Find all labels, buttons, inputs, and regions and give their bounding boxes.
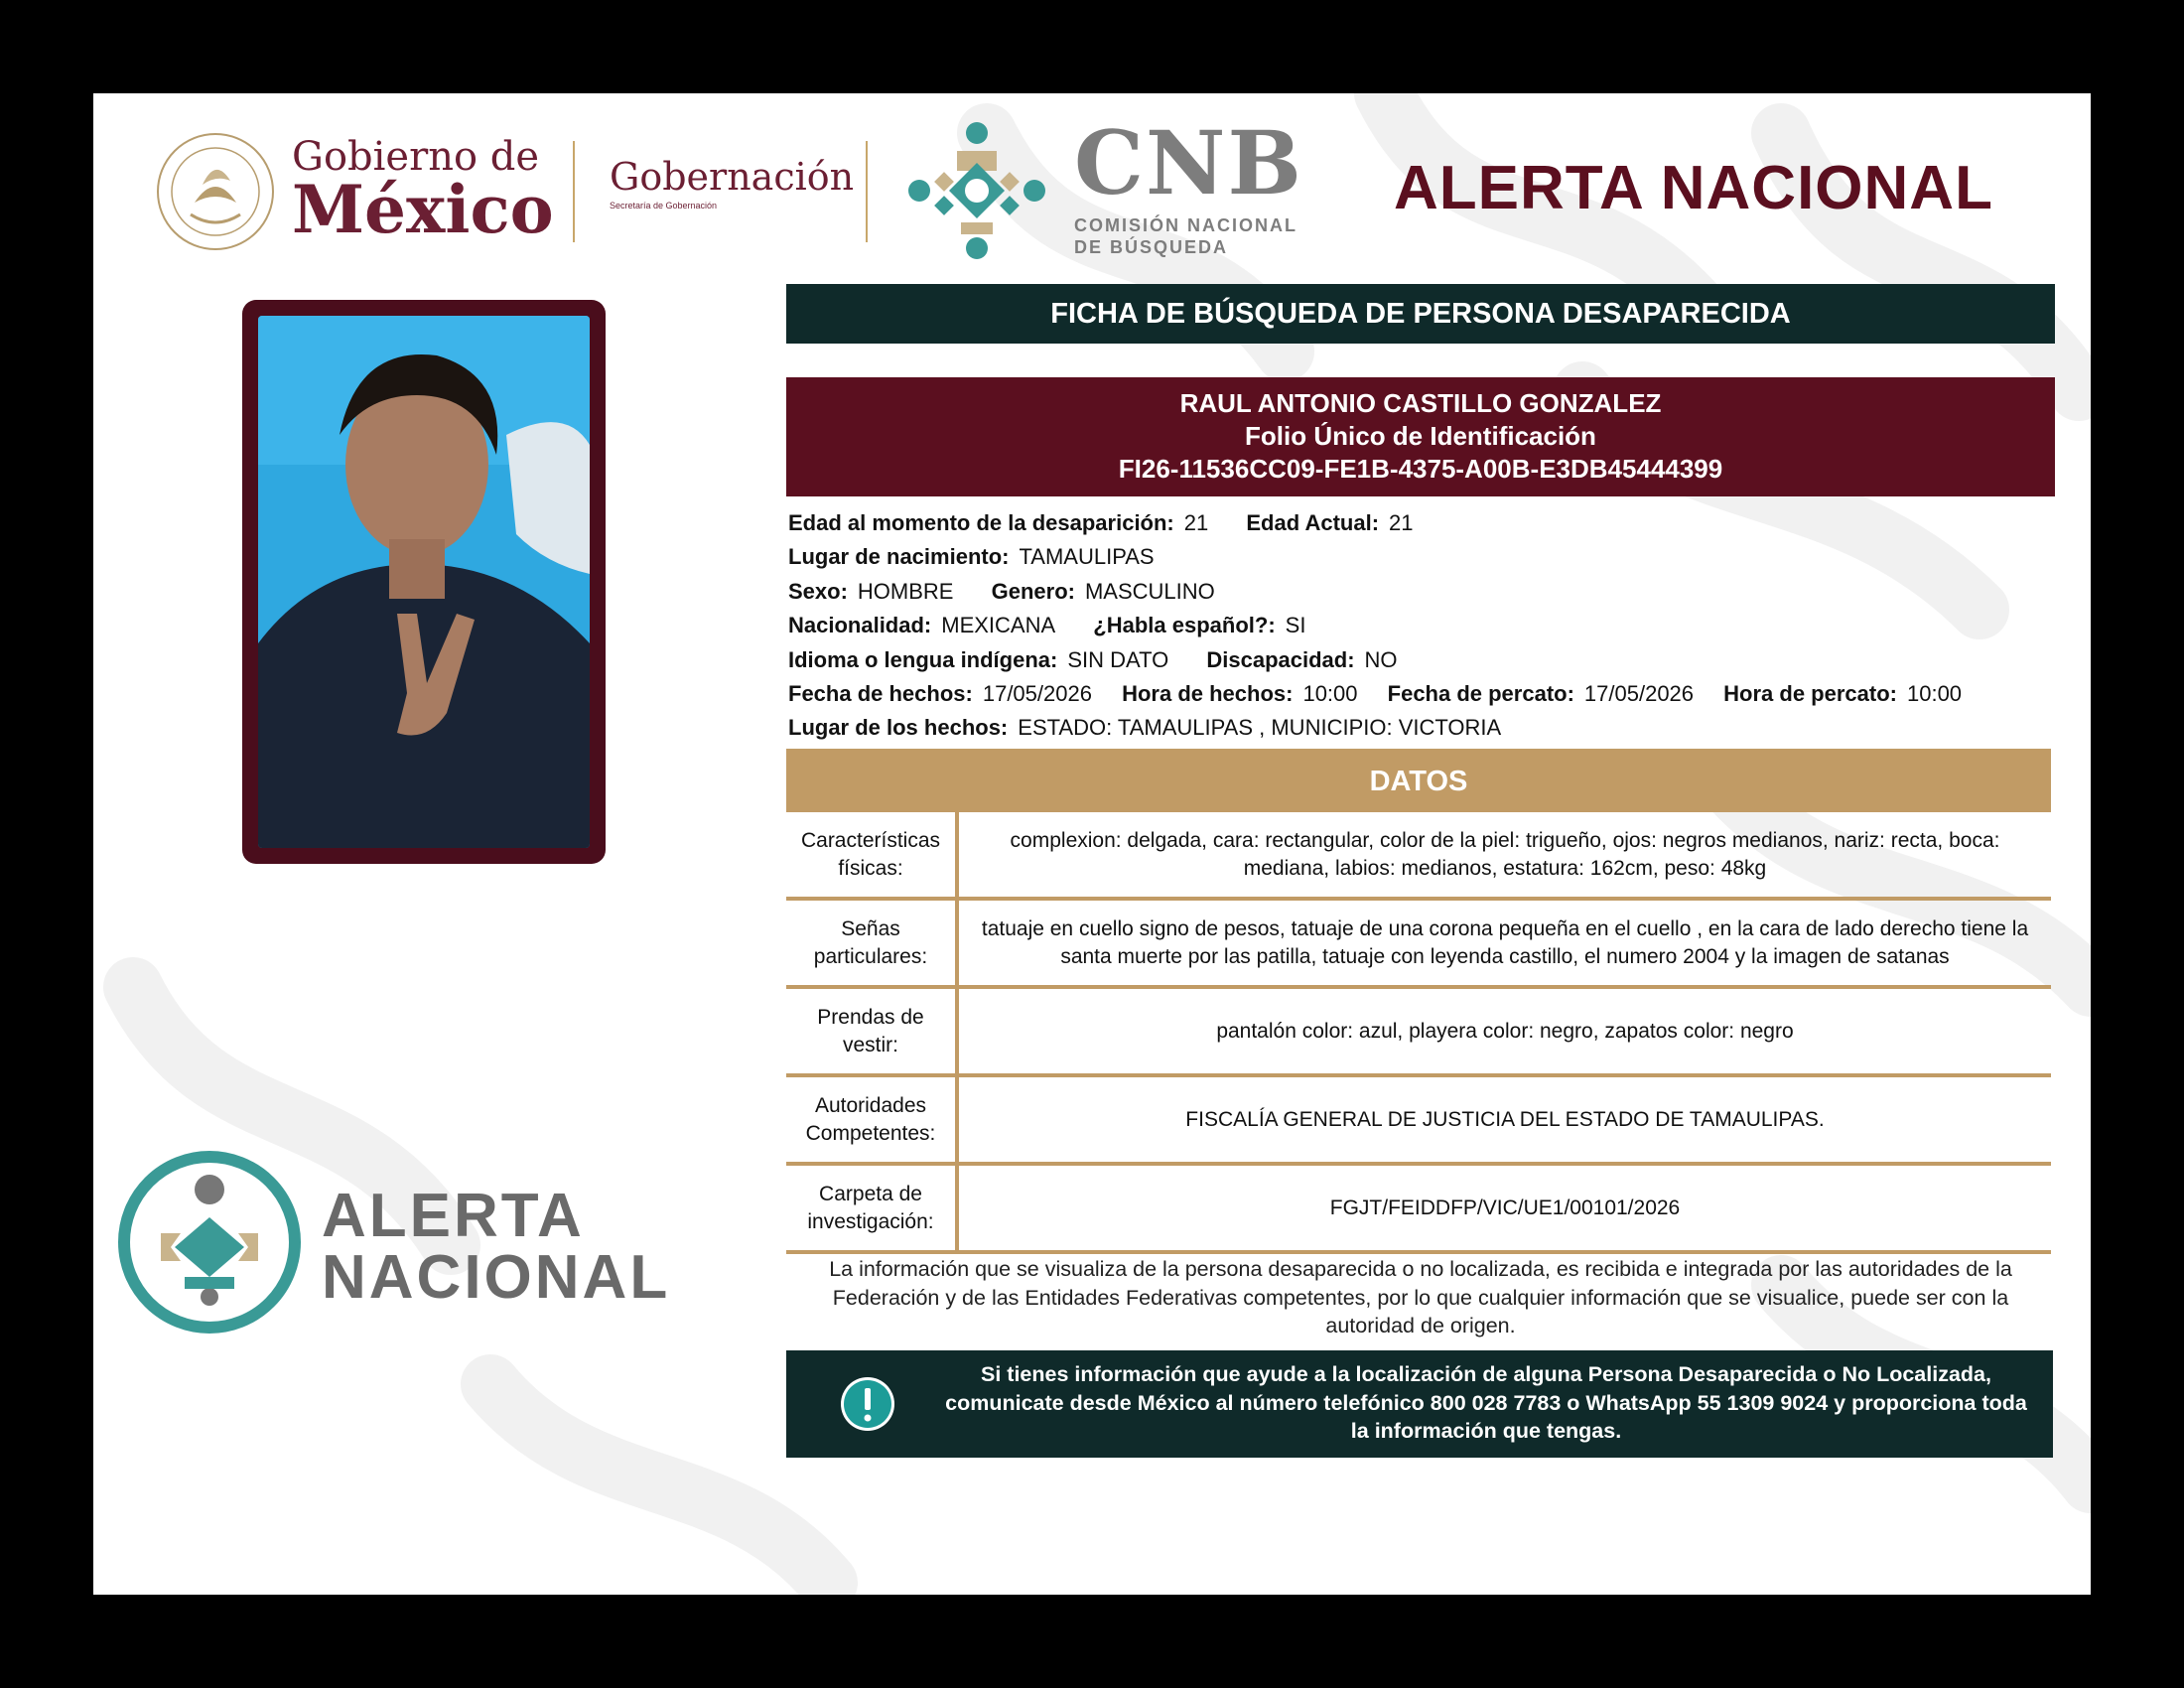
lugar-nacimiento-value: TAMAULIPAS — [1019, 544, 1155, 570]
edad-actual-value: 21 — [1389, 510, 1414, 535]
header-divider — [866, 141, 868, 242]
info-row — [788, 643, 2059, 677]
contact-bar — [786, 1350, 2053, 1458]
lugar-hechos-label: Lugar de los hechos: — [788, 715, 1009, 741]
discapacidad-label: Discapacidad: — [1206, 646, 1355, 672]
datos-value-senas: tatuaje en cuello signo de pesos, tatuaje de una corona pequeña en el cuello , en la cara de lado derecho tiene la santa muerte por las patilla, tatuaje con leyenda castillo, el numero 2004 y la imagen de satanas — [957, 899, 2051, 987]
nacionalidad-label: Nacionalidad: — [788, 613, 932, 638]
folio-number: FI26-11536CC09-FE1B-4375-A00B-E3DB45444399 — [1118, 454, 1723, 484]
alert-sheet — [93, 93, 2091, 1595]
table-row — [786, 1075, 2051, 1164]
cnb-logo-text — [1074, 111, 1303, 258]
nacionalidad-value: MEXICANA — [941, 613, 1056, 638]
disclaimer-text: La información que se visualiza de la persona desaparecida o no localizada, es recibida e integrada por las autoridades de la Federación y de las Entidades Federativas competentes, por lo que cualquier información que se visualice, puede ser con la autoridad de origen. — [829, 1257, 2012, 1337]
edad-desaparicion-value: 21 — [1183, 510, 1209, 535]
header-divider — [573, 141, 575, 242]
cnb-subtitle-line2: DE BÚSQUEDA — [1074, 237, 1229, 257]
gobierno-line2: México — [292, 171, 554, 248]
fecha-hechos-label: Fecha de hechos: — [788, 681, 973, 707]
fecha-percato-label: Fecha de percato: — [1387, 681, 1574, 707]
person-name-bar — [786, 377, 2055, 496]
table-row — [786, 812, 2051, 899]
info-row — [788, 711, 2059, 745]
sexo-value: HOMBRE — [857, 578, 954, 604]
cnb-emblem-icon — [897, 111, 1056, 270]
table-row — [786, 899, 2051, 987]
datos-label-prendas: Prendas de vestir: — [786, 987, 957, 1075]
datos-label-caracteristicas: Características físicas: — [786, 812, 957, 899]
photo-frame — [242, 300, 606, 864]
edad-desaparicion-label: Edad al momento de la desaparición: — [788, 510, 1174, 535]
alerta-nacional-emblem-icon — [115, 1148, 304, 1336]
missing-person-photo — [258, 316, 590, 848]
habla-espanol-value: SI — [1285, 613, 1306, 638]
alert-title: ALERTA NACIONAL — [1394, 154, 1993, 222]
discapacidad-value: NO — [1364, 646, 1398, 672]
gobierno-de-mexico-logo — [292, 134, 554, 248]
info-row — [788, 677, 2059, 711]
gobernacion-title: Gobernación — [610, 155, 855, 199]
alerta-logo-line2: NACIONAL — [322, 1243, 671, 1312]
datos-value-carpeta: FGJT/FEIDDFP/VIC/UE1/00101/2026 — [957, 1164, 2051, 1252]
contact-text: Si tienes información que ayude a la localización de alguna Persona Desaparecida o No Localizada, comunicate desde México al número telefónico 800 028 7783 o WhatsApp 55 1309 9024 y proporciona toda la información que tengas. — [945, 1362, 2027, 1443]
idioma-label: Idioma o lengua indígena: — [788, 646, 1058, 672]
habla-espanol-label: ¿Habla español?: — [1093, 613, 1276, 638]
alerta-nacional-logo-text — [322, 1182, 671, 1312]
table-row — [786, 987, 2051, 1075]
folio-label: Folio Único de Identificación — [1245, 421, 1596, 451]
hora-hechos-label: Hora de hechos: — [1122, 681, 1294, 707]
datos-table — [786, 812, 2051, 1254]
exclamation-icon — [840, 1376, 895, 1432]
datos-value-prendas: pantalón color: azul, playera color: negro, zapatos color: negro — [957, 987, 2051, 1075]
lugar-nacimiento-label: Lugar de nacimiento: — [788, 544, 1010, 570]
lugar-hechos-value: ESTADO: TAMAULIPAS , MUNICIPIO: VICTORIA — [1018, 715, 1502, 741]
gobierno-line1: Gobierno de — [292, 134, 540, 180]
fecha-hechos-value: 17/05/2026 — [982, 681, 1092, 707]
datos-value-autoridades: FISCALÍA GENERAL DE JUSTICIA DEL ESTADO DE TAMAULIPAS. — [957, 1075, 2051, 1164]
fecha-percato-value: 17/05/2026 — [1583, 681, 1695, 707]
sexo-label: Sexo: — [788, 578, 848, 604]
table-row — [786, 1164, 2051, 1252]
datos-label-autoridades: Autoridades Competentes: — [786, 1075, 957, 1164]
hora-hechos-value: 10:00 — [1302, 681, 1358, 707]
ficha-title-bar: FICHA DE BÚSQUEDA DE PERSONA DESAPARECIDA — [786, 284, 2055, 344]
coat-of-arms-seal-icon — [155, 131, 276, 252]
gobernacion-logo — [610, 155, 854, 211]
alerta-logo-line1: ALERTA — [322, 1182, 585, 1250]
hora-percato-value: 10:00 — [1906, 681, 1963, 707]
cnb-acronym: CNB — [1074, 111, 1303, 214]
datos-title-bar: DATOS — [786, 749, 2051, 812]
genero-label: Genero: — [991, 578, 1075, 604]
person-info — [788, 506, 2059, 746]
cnb-subtitle-line1: COMISIÓN NACIONAL — [1074, 215, 1297, 235]
datos-label-senas: Señas particulares: — [786, 899, 957, 987]
genero-value: MASCULINO — [1084, 578, 1215, 604]
gobernacion-subtitle: Secretaría de Gobernación — [610, 201, 718, 211]
hora-percato-label: Hora de percato: — [1723, 681, 1897, 707]
datos-value-caracteristicas: complexion: delgada, cara: rectangular, color de la piel: trigueño, ojos: negros medianos, nariz: recta, boca: mediana, labios: medianos, estatura: 162cm, peso: 48kg — [957, 812, 2051, 899]
edad-actual-label: Edad Actual: — [1246, 510, 1380, 535]
person-name: RAUL ANTONIO CASTILLO GONZALEZ — [1179, 388, 1662, 418]
idioma-value: SIN DATO — [1067, 646, 1169, 672]
info-row — [788, 575, 2059, 609]
info-row — [788, 506, 2059, 540]
datos-label-carpeta: Carpeta de investigación: — [786, 1164, 957, 1252]
info-row — [788, 609, 2059, 642]
info-row — [788, 540, 2059, 574]
